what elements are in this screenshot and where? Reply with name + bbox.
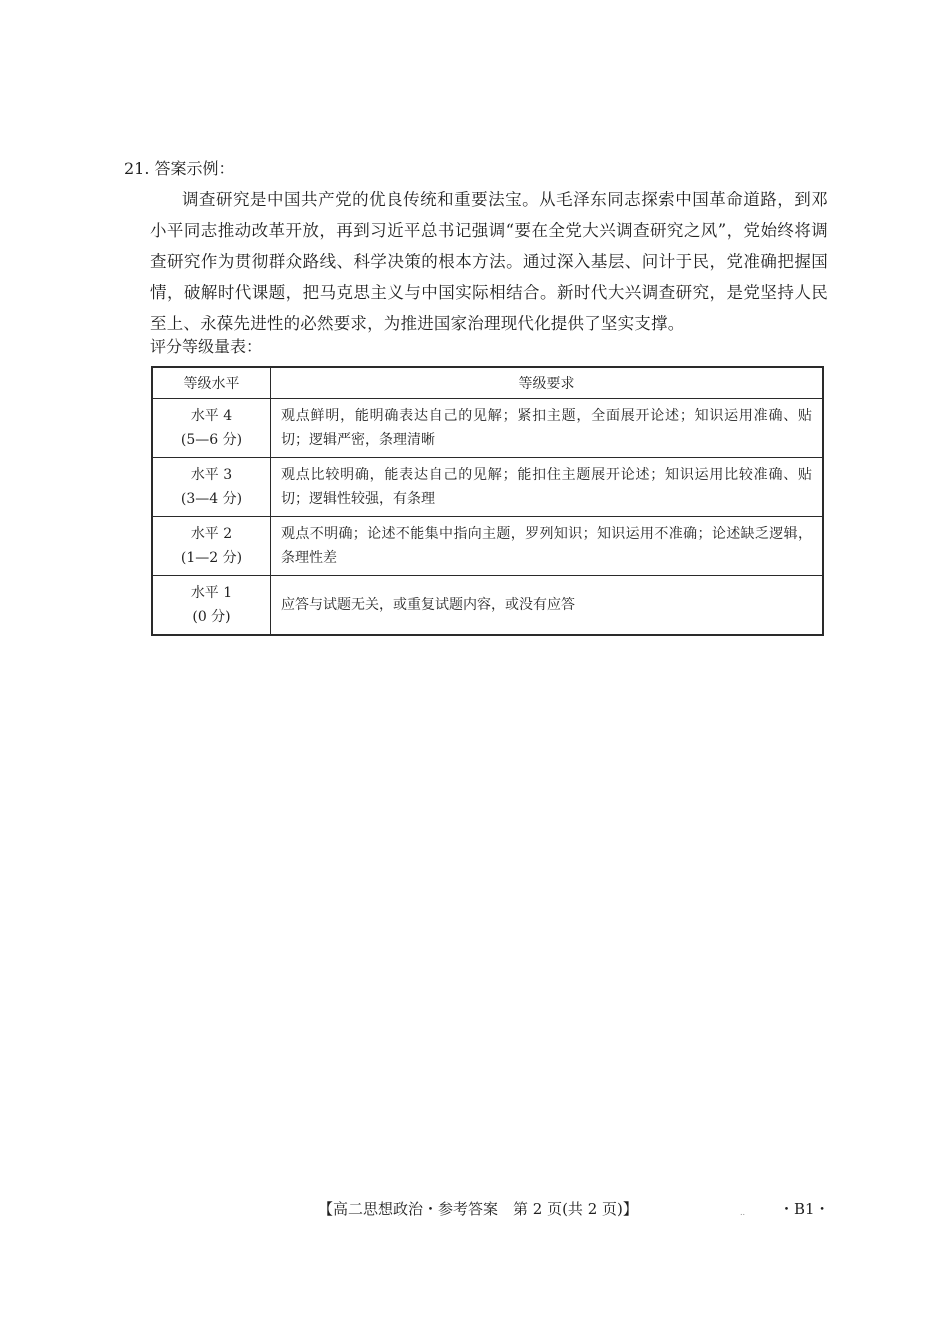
level-score: (5—6 分)	[180, 432, 243, 448]
header-level: 等级水平	[152, 367, 271, 399]
footer-dots: ..	[740, 1208, 746, 1217]
footer-code: ・B1・	[779, 1200, 830, 1218]
rubric-caption: 评分等级量表：	[150, 337, 263, 356]
rubric-header-row	[152, 367, 823, 399]
requirement-cell: 观点鲜明，能明确表达自己的见解；紧扣主题，全面展开论述；知识运用准确、贴切；逻辑严密，条理清晰	[271, 399, 824, 458]
level-name: 水平 1	[190, 585, 233, 601]
requirement-cell: 观点比较明确，能表达自己的见解；能扣住主题展开论述；知识运用比较准确、贴切；逻辑性较强，有条理	[271, 458, 824, 517]
level-name: 水平 4	[190, 408, 233, 424]
level-cell	[152, 458, 271, 517]
table-row	[152, 517, 823, 576]
level-cell	[152, 576, 271, 636]
question-heading: 21. 答案示例：	[124, 159, 235, 178]
level-score: (3—4 分)	[180, 491, 243, 507]
requirement-cell: 应答与试题无关，或重复试题内容，或没有应答	[271, 576, 824, 636]
header-requirement: 等级要求	[271, 367, 824, 399]
footer-title: 【高二思想政治・参考答案 第 2 页(共 2 页)】	[318, 1200, 638, 1218]
level-score: (1—2 分)	[180, 550, 243, 566]
level-cell	[152, 517, 271, 576]
answer-paragraph: 调查研究是中国共产党的优良传统和重要法宝。从毛泽东同志探索中国革命道路，到邓小平同志推动改革开放，再到习近平总书记强调“要在全党大兴调查研究之风”，党始终将调查研究作为贯彻群众路线、科学决策的根本方法。通过深入基层、问计于民，党准确把握国情，破解时代课题，把马克思主义与中国实际相结合。新时代大兴调查研究，是党坚持人民至上、永葆先进性的必然要求，为推进国家治理现代化提供了坚实支撑。	[150, 190, 828, 333]
table-row	[152, 399, 823, 458]
level-name: 水平 3	[190, 467, 233, 483]
level-score: (0 分)	[192, 609, 231, 625]
table-row	[152, 576, 823, 636]
level-cell	[152, 399, 271, 458]
rubric-table	[151, 366, 824, 636]
requirement-cell: 观点不明确；论述不能集中指向主题，罗列知识；知识运用不准确；论述缺乏逻辑，条理性差	[271, 517, 824, 576]
table-row	[152, 458, 823, 517]
level-name: 水平 2	[190, 526, 233, 542]
